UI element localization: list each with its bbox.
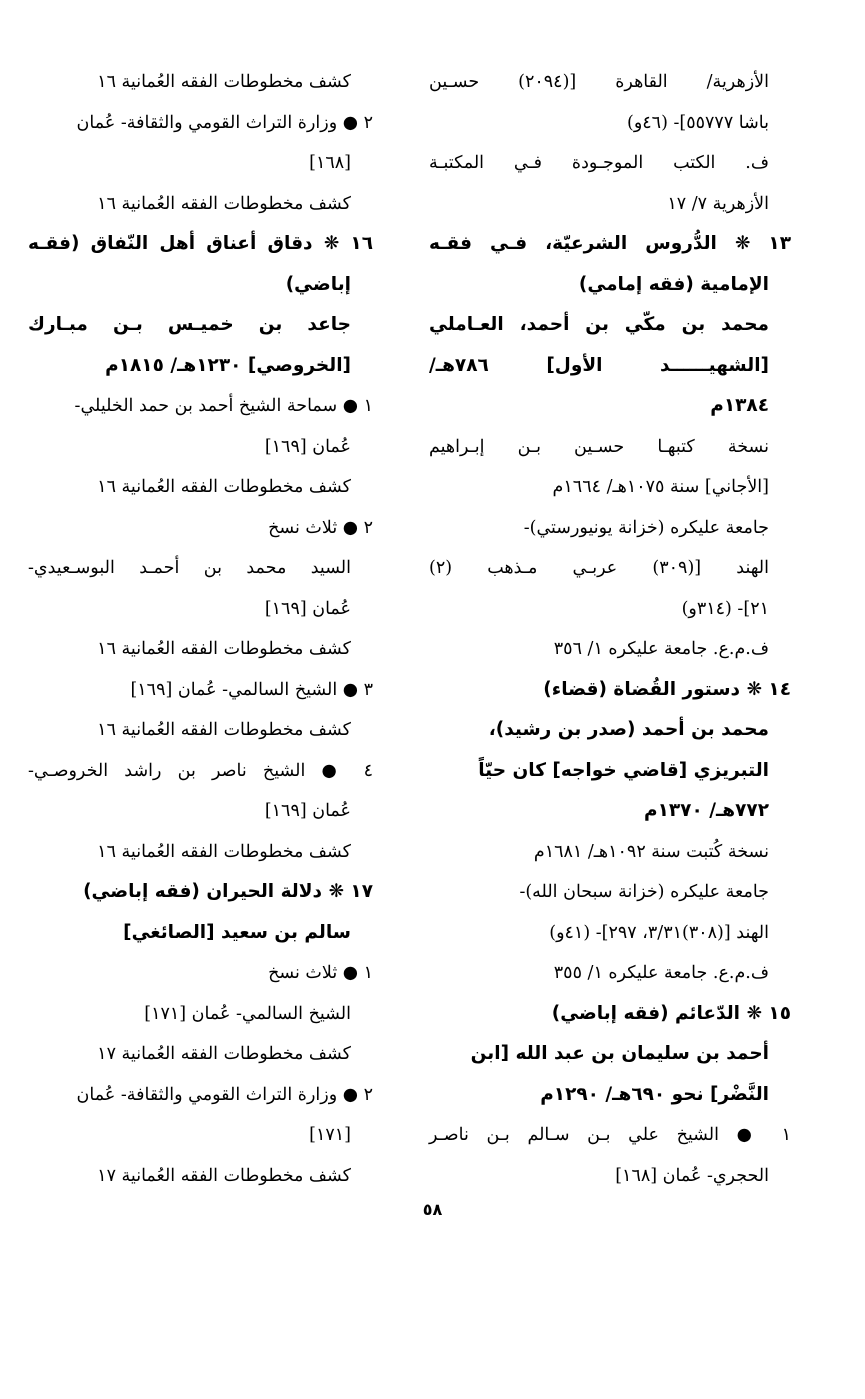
left-column-line: كشف مخطوطات الفقه العُمانية ١٦ <box>97 72 351 92</box>
right-column-line: ف.م.ع. جامعة عليكره ١/ ٣٥٦ <box>553 639 769 659</box>
right-column-line: النَّضْر] نحو ٦٩٠هـ/ ١٢٩٠م <box>540 1083 769 1105</box>
right-column-line: ف.م.ع. جامعة عليكره ١/ ٣٥٥ <box>553 963 769 983</box>
right-column-line: ١٣ ❋ الدُّروس الشرعيّة، فـي فقـه <box>429 233 791 254</box>
left-column <box>28 62 373 1196</box>
left-column-line: عُمان [١٦٩] <box>264 436 351 457</box>
right-column <box>429 62 791 1196</box>
page-number: ٥٨ <box>422 1200 443 1219</box>
left-column-line: ٤ ● الشيخ ناصر بن راشد الخروصـي- <box>28 760 373 781</box>
left-column-line: ١٦ ❋ دقاق أعناق أهل النّفاق (فقـه <box>28 233 373 254</box>
right-column-line: نسخة كُتبت سنة ١٠٩٢هـ/ ١٦٨١م <box>533 841 769 862</box>
right-column-line: ١٤ ❋ دستور القُضاة (قضاء) <box>543 678 791 700</box>
left-column-line: كشف مخطوطات الفقه العُمانية ١٦ <box>97 720 351 740</box>
right-column-line: التبريزي [قاضي خواجه] كان حيّاً <box>478 759 769 781</box>
left-column-line: ٢ ● وزارة التراث القومي والثقافة- عُمان <box>76 112 373 133</box>
right-column-line: جامعة عليكره (خزانة يونيورستي)- <box>523 517 769 538</box>
right-column-line: محمد بن مكّي بن أحمد، العـاملي <box>429 314 769 335</box>
right-column-line: الأزهرية/ القاهرة [(٢٠٩٤) حسـين <box>429 72 769 92</box>
left-column-line: جاعد بن خميـس بـن مبـارك <box>28 314 351 335</box>
left-column-line: ١ ● سماحة الشيخ أحمد بن حمد الخليلي- <box>74 396 373 416</box>
right-column-line: الهند [(٣٠٨)٣/٣١، ٢٩٧]- (٤١و) <box>549 922 769 943</box>
left-column-line: كشف مخطوطات الفقه العُمانية ١٦ <box>97 841 351 862</box>
right-column-line: الهند [(٣٠٩) عربـي مـذهب (٢) <box>429 558 770 578</box>
left-column-line: إباضي) <box>285 273 351 295</box>
right-column-line: الأزهرية ٧/ ١٧ <box>667 193 769 214</box>
right-column-line: الحجري- عُمان [١٦٨] <box>615 1165 769 1186</box>
left-column-line: كشف مخطوطات الفقه العُمانية ١٧ <box>97 1165 351 1186</box>
left-column-line: ٢ ● وزارة التراث القومي والثقافة- عُمان <box>76 1084 373 1105</box>
right-column-line: محمد بن أحمد (صدر بن رشيد)، <box>488 719 769 740</box>
right-column-line: ٢١]- (٣١٤و) <box>681 598 769 619</box>
left-column-line: ١ ● ثلاث نسخ <box>268 963 373 983</box>
left-column-line: كشف مخطوطات الفقه العُمانية ١٦ <box>97 639 351 659</box>
left-column-line: سالم بن سعيد [الصائغي] <box>123 921 351 943</box>
right-column-line: ١٥ ❋ الدّعائم (فقه إباضي) <box>551 1002 791 1024</box>
left-column-line: [١٧١] <box>309 1125 351 1145</box>
left-column-line: عُمان [١٦٩] <box>264 598 351 619</box>
right-column-line: الإمامية (فقه إمامي) <box>578 273 769 295</box>
left-column-line: كشف مخطوطات الفقه العُمانية ١٧ <box>97 1044 351 1064</box>
left-column-line: الشيخ السالمي- عُمان [١٧١] <box>144 1003 351 1024</box>
right-column-line: [الأجاني] سنة ١٠٧٥هـ/ ١٦٦٤م <box>552 477 769 497</box>
left-column-line: السيد محمد بن أحمـد البوسـعيدي- <box>28 558 351 578</box>
right-column-line: [الشهيــــــد الأول] ٧٨٦هـ/ <box>429 354 769 376</box>
left-column-line: ٣ ● الشيخ السالمي- عُمان [١٦٩] <box>130 679 373 700</box>
right-column-line: ٧٧٢هـ/ ١٣٧٠م <box>644 800 769 821</box>
left-column-line: كشف مخطوطات الفقه العُمانية ١٦ <box>97 193 351 214</box>
right-column-line: أحمد بن سليمان بن عبد الله [ابن <box>470 1043 769 1064</box>
right-column-line: ١٣٨٤م <box>710 395 769 416</box>
right-column-line: ف. الكتب الموجـودة فـي المكتبـة <box>429 153 769 173</box>
left-column-line: [١٦٨] <box>309 153 351 173</box>
left-column-line: عُمان [١٦٩] <box>264 801 351 821</box>
left-column-line: كشف مخطوطات الفقه العُمانية ١٦ <box>97 477 351 497</box>
left-column-line: [الخروصي] ١٢٣٠هـ/ ١٨١٥م <box>105 354 351 376</box>
right-column-line: جامعة عليكره (خزانة سبحان الله)- <box>519 882 769 902</box>
right-column-line: نسخة كتبهـا حسـين بـن إبـراهيم <box>429 436 769 457</box>
right-column-line: ١ ● الشيخ علي بـن سـالم بـن ناصـر <box>429 1125 791 1145</box>
left-column-line: ٢ ● ثلاث نسخ <box>268 517 373 538</box>
right-column-line: باشا ٥٥٧٧٧]- (٤٦و) <box>627 112 769 133</box>
left-column-line: ١٧ ❋ دلالة الحيران (فقه إباضي) <box>83 881 373 902</box>
